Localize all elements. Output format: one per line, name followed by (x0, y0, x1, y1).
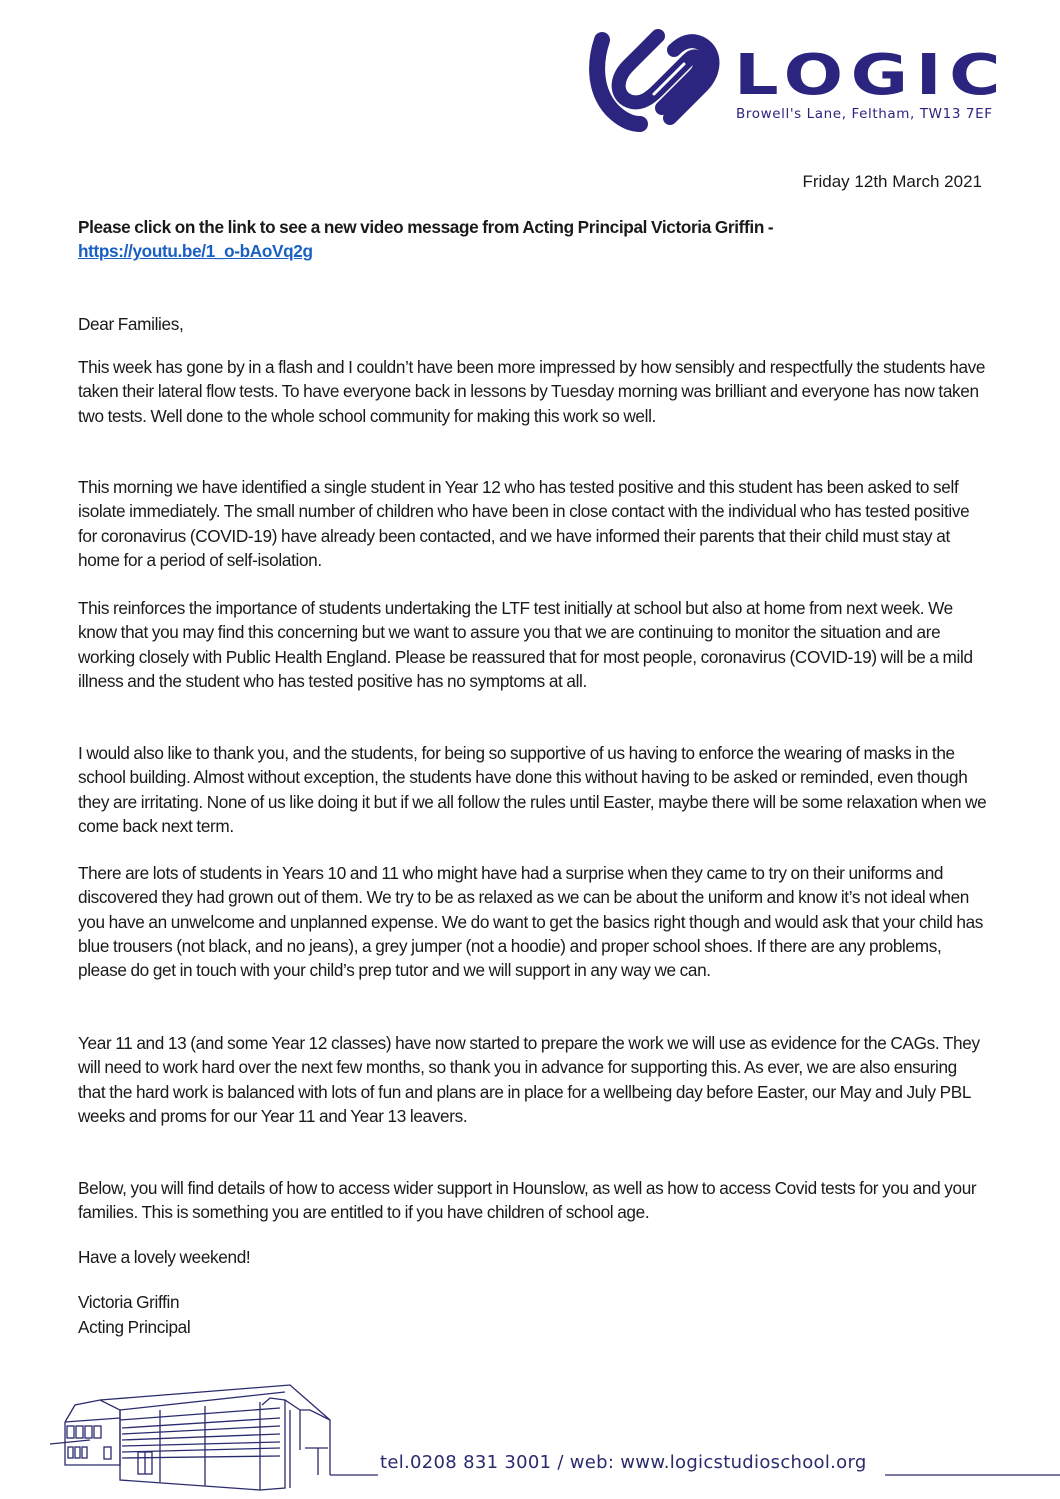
brand-name: LOGIC (734, 43, 1009, 108)
signature-title: Acting Principal (78, 1317, 191, 1337)
video-notice (78, 215, 988, 264)
footer-contact: tel.0208 831 3001 / web: www.logicstudioschool.org (380, 1452, 867, 1473)
paragraph-masks: I would also like to thank you, and the students, for being so supportive of us having to enforce the wearing of masks in the school building. Almost without exception, the students have done this without having to be asked or reminded, even though they are irritating. None of us like doing it but if we all follow the rules until Easter, maybe there will be some relaxation when we come back next term. (78, 743, 987, 836)
logo-swirl-icon (588, 28, 726, 132)
paragraph-support: Below, you will find details of how to access wider support in Hounslow, as well as how to access Covid tests for you and your families. This is something you are entitled to if you have children of school age. (78, 1178, 977, 1223)
paragraph-lft-tests: This week has gone by in a flash and I couldn’t have been more impressed by how sensibly and respectfully the students have taken their lateral flow tests. To have everyone back in lessons by Tuesday morning was brilliant and everyone has now taken two tests. Well done to the whole school community for making this work so well. (78, 357, 986, 426)
paragraph-reassurance: This reinforces the importance of students undertaking the LTF test initially at school but also at home from next week. We know that you may find this concerning but we want to assure you that we are continuing to monitor the situation and are working closely with Public Health England. Please be reassured that for most people, coronavirus (COVID-19) will be a mild illness and the student who has tested positive has no symptoms at all. (78, 598, 973, 691)
video-link[interactable]: https://youtu.be/1_o-bAoVq2g (78, 241, 313, 262)
video-notice-text: Please click on the link to see a new video message from Acting Principal Victoria Griffin - (78, 217, 774, 237)
school-address: Browell's Lane, Feltham, TW13 7EF (736, 106, 993, 122)
building-illustration (0, 1380, 1060, 1499)
letter-date: Friday 12th March 2021 (802, 172, 982, 191)
signature-name: Victoria Griffin (78, 1292, 180, 1312)
closing: Have a lovely weekend! (78, 1247, 251, 1267)
salutation: Dear Families, (78, 314, 184, 334)
paragraph-positive-case: This morning we have identified a single student in Year 12 who has tested positive and this student has been asked to self isolate immediately. The small number of children who have been in close contact with the individual who has tested positive for coronavirus (COVID-19) have already been contacted, and we have informed their parents that their child must stay at home for a period of self-isolation. (78, 477, 970, 570)
school-logo (588, 28, 1009, 132)
paragraph-cags: Year 11 and 13 (and some Year 12 classes) have now started to prepare the work we will use as evidence for the CAGs. They will need to work hard over the next few months, so thank you in advance for supporting this. As ever, we are also ensuring that the hard work is balanced with lots of fun and plans are in place for a wellbeing day before Easter, our May and July PBL weeks and proms for our Year 11 and Year 13 leavers. (78, 1033, 980, 1126)
paragraph-uniform: There are lots of students in Years 10 and 11 who might have had a surprise when they came to try on their uniforms and discovered they had grown out of them. We try to be as relaxed as we can be about the uniform and know it’s not ideal when you have an unwelcome and unplanned expense. We do want to get the basics right though and would ask that your child has blue trousers (not black, and no jeans), a grey jumper (not a hoodie) and proper school shoes. If there are any problems, please do get in touch with your child’s prep tutor and we will support in any way we can. (78, 863, 984, 981)
